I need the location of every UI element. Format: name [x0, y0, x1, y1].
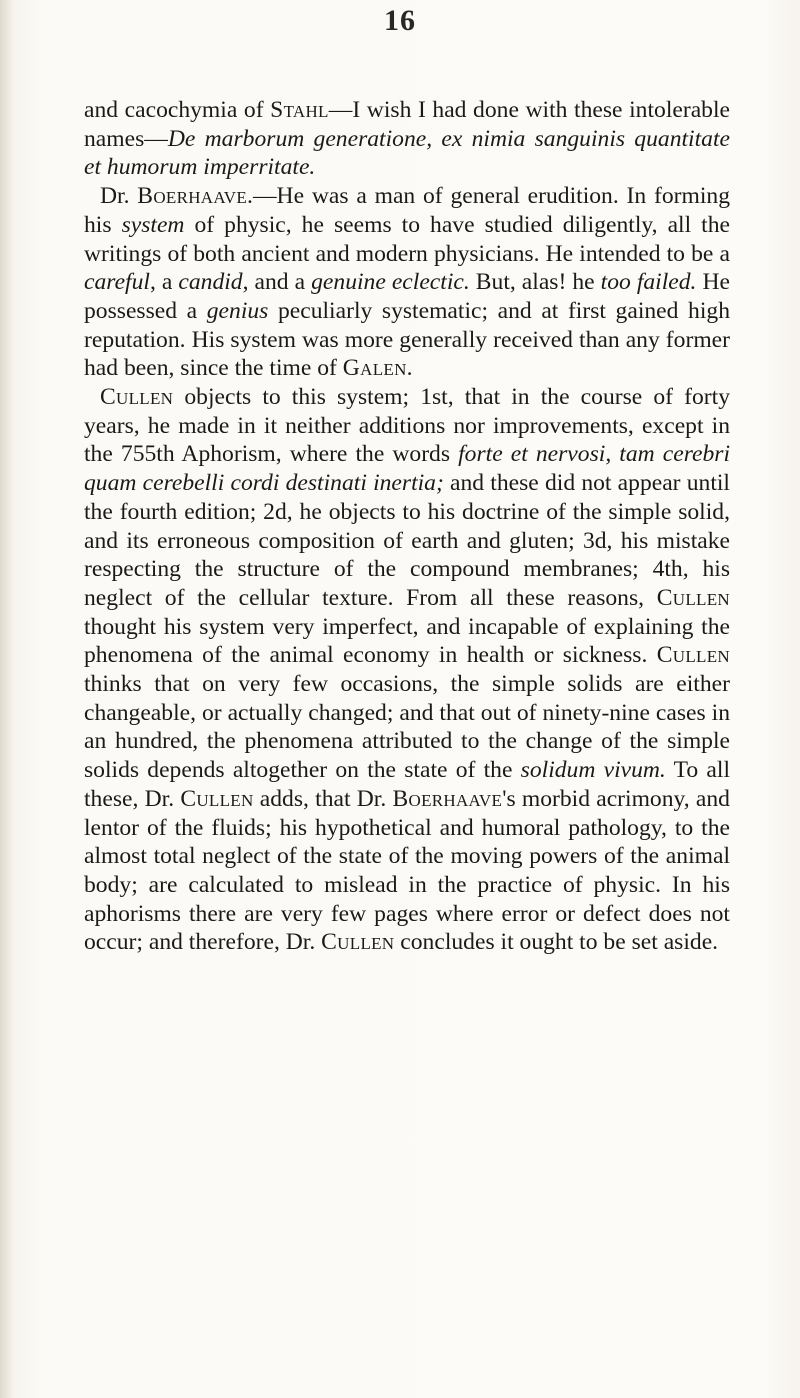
text-run: .—He was a man of general erudition. In forming his	[84, 183, 731, 238]
paragraph-boerhaave	[84, 182, 730, 383]
text-run: thought his system very imperfect, and incapable of explaining the phenomena of the animal economy in health or sickness.	[84, 613, 730, 669]
small-caps-name: Stahl	[270, 97, 329, 123]
text-run: and cacochymia of	[84, 97, 271, 123]
body-text	[84, 96, 730, 957]
small-caps-name: Cullen	[180, 785, 254, 812]
text-run: Dr.	[100, 183, 138, 210]
italic-text: genuine eclectic.	[311, 269, 470, 296]
small-caps-name: Boerhaave	[137, 183, 248, 210]
text-run: To all these, Dr.	[84, 757, 731, 812]
text-run: adds, that Dr.	[253, 785, 393, 812]
text-run: 's morbid acrimony, and lentor of the fluids; his hypothetical and humoral pathology, to the almost total neglect of the state of the moving powers of the animal body; are calculated to mislead in the practice of physic. In his aphorisms there are very few pages where error or defect does not occur; and therefore, Dr.	[84, 785, 730, 956]
italic-text: system	[121, 211, 185, 238]
small-caps-name: Cullen	[100, 384, 174, 411]
italic-text: forte et nervosi, tam cerebri quam cerebelli cordi destinati inertia;	[84, 441, 731, 497]
text-run: , and a	[242, 269, 312, 296]
text-run: concludes it ought to be set aside.	[394, 929, 719, 956]
paragraph-cullen-objections	[84, 383, 730, 957]
small-caps-name: Cullen	[656, 584, 730, 611]
page-number: 16	[384, 4, 416, 37]
text-run: thinks that on very few occasions, the simple solids are either changeable, or actually changed; and that out of ninety-nine cases in an hundred, the phenomena attributed to the change of the simple solids depends altogether on the state of the	[84, 671, 730, 784]
text-run: .	[406, 355, 413, 382]
italic-text: genius	[206, 297, 269, 324]
italic-text: too failed.	[600, 269, 697, 296]
small-caps-name: Cullen	[656, 642, 730, 669]
text-run: peculiarly systematic; and at first gained high reputation. His system was more generally received than any former had been, since the time of	[84, 297, 730, 382]
italic-text: candid	[178, 269, 243, 296]
paragraph-continued	[84, 96, 730, 182]
small-caps-name: Galen	[342, 355, 407, 382]
italic-text: careful	[84, 269, 150, 296]
text-run: —I wish I had done with these intolerable names—	[84, 97, 731, 152]
text-run: objects to this system; 1st, that in the course of forty years, he made in it neither additions nor improvements, except in the 755th Aphorism, where the words	[84, 384, 730, 468]
text-run: , a	[149, 269, 179, 296]
small-caps-name: Boerhaave	[392, 785, 503, 812]
text-run: But, alas! he	[469, 269, 601, 296]
text-run: of physic, he seems to have studied diligently, all the writings of both ancient and modern physicians. He intended to be a	[84, 211, 730, 267]
italic-text: De marborum generatione, ex nimia sanguinis quantitate et humorum imperritate.	[84, 125, 730, 181]
italic-text: solidum vivum.	[520, 757, 666, 784]
text-run: He possessed a	[84, 269, 731, 324]
text-run: and these did not appear until the fourth edition; 2d, he objects to his doctrine of the simple solid, and its erroneous composition of earth and gluten; 3d, his mistake respecting the structure of the compound membranes; 4th, his neglect of the cellular texture. From all these reasons,	[84, 470, 730, 611]
small-caps-name: Cullen	[321, 929, 395, 956]
binding-shadow	[0, 0, 14, 1398]
